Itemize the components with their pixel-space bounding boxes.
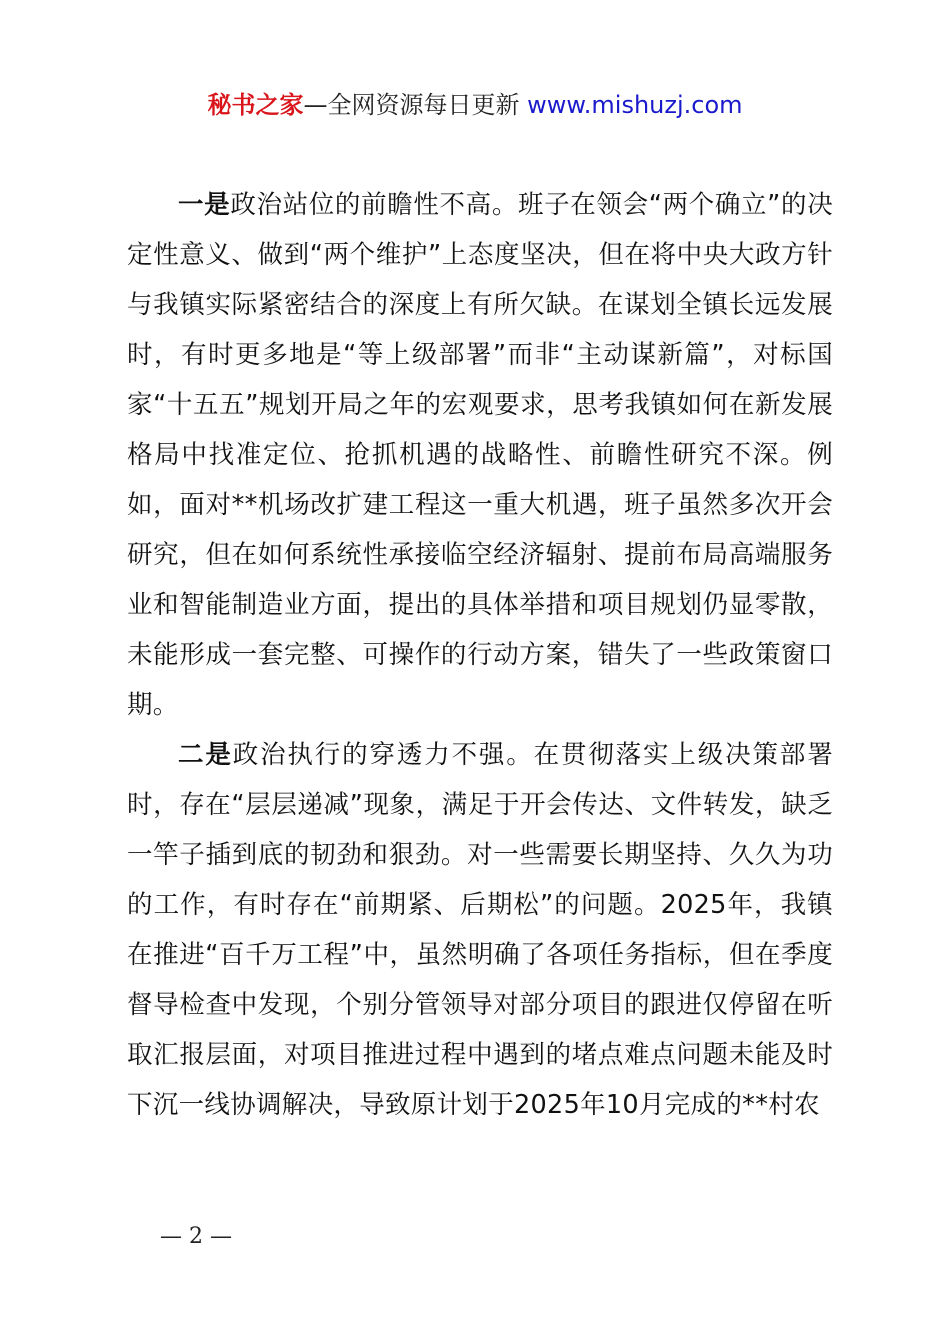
paragraph-text: 政治站位的前瞻性不高。班子在领会“两个确立”的决定性意义、做到“两个维护”上态度坚决，但在将中央大政方针与我镇实际紧密结合的深度上有所欠缺。在谋划全镇长远发展时，有时更多地是“等上级部署”而非“主动谋新篇”，对标国家“十五五”规划开局之年的宏观要求，思考我镇如何在新发展格局中找准定位、抢抓机遇的战略性、前瞻性研究不深。例如，面对**机场改扩建工程这一重大机遇，班子虽然多次开会研究，但在如何系统性承接临空经济辐射、提前布局高端服务业和智能制造业方面，提出的具体举措和项目规划仍显零散，未能形成一套完整、可操作的行动方案，错失了一些政策窗口期。 [127, 190, 833, 720]
banner-tagline: —全网资源每日更新 [303, 91, 528, 119]
paragraph-1 [127, 180, 833, 730]
brand-name: 秘书之家 [207, 91, 304, 119]
paragraph-lead: 二是 [178, 740, 233, 770]
paragraph-2 [127, 730, 833, 1130]
page-number: — 2 — [160, 1224, 232, 1249]
site-banner [0, 89, 950, 121]
paragraph-text: 政治执行的穿透力不强。在贯彻落实上级决策部署时，存在“层层递减”现象，满足于开会传达、文件转发，缺乏一竿子插到底的韧劲和狠劲。对一些需要长期坚持、久久为功的工作，有时存在“前期紧、后期松”的问题。2025年，我镇在推进“百千万工程”中，虽然明确了各项任务指标，但在季度督导检查中发现，个别分管领导对部分项目的跟进仅停留在听取汇报层面，对项目推进过程中遇到的堵点难点问题未能及时下沉一线协调解决，导致原计划于2025年10月完成的**村农 [127, 740, 833, 1120]
site-url-link[interactable]: www.mishuzj.com [527, 91, 743, 119]
paragraph-lead: 一是 [178, 190, 231, 220]
document-body [127, 180, 833, 1130]
